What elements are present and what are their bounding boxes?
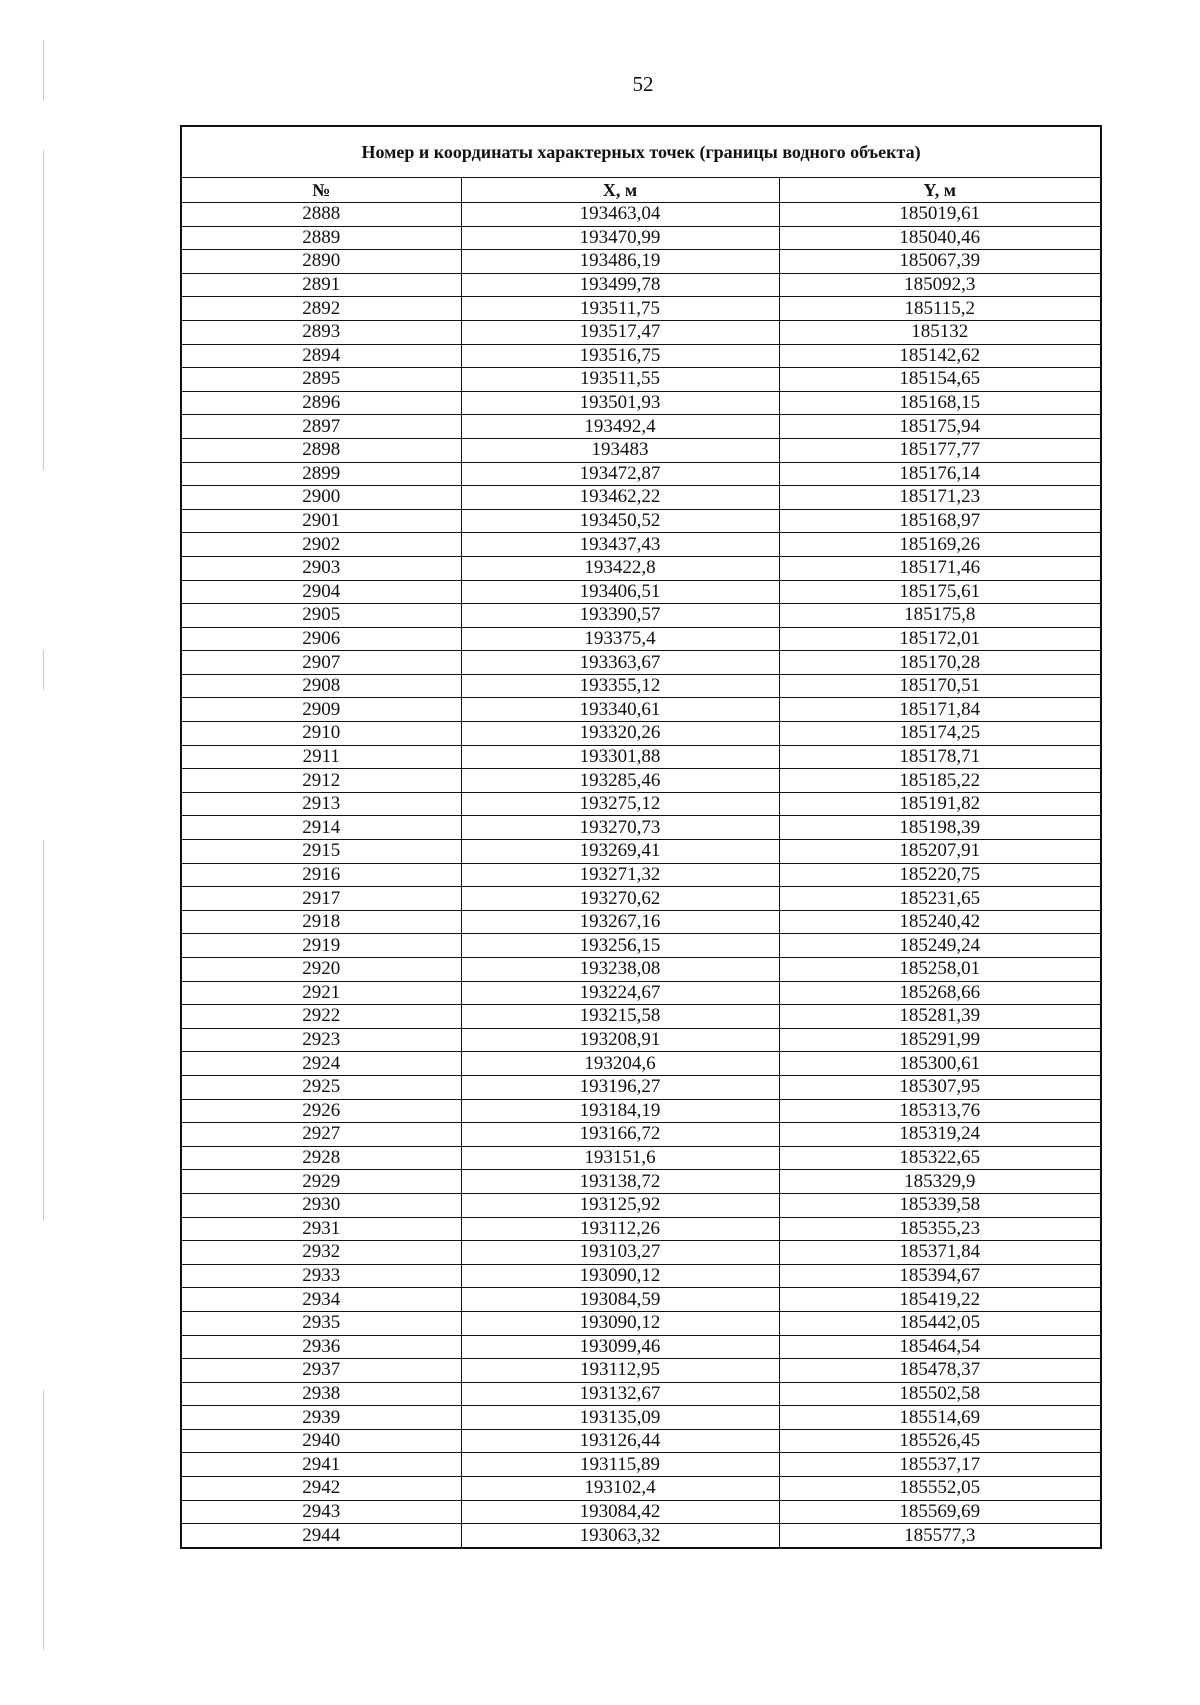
y-coordinate-cell: 185207,91 [779,840,1101,864]
y-coordinate-cell: 185174,25 [779,722,1101,746]
x-coordinate-cell: 193501,93 [461,391,779,415]
y-coordinate-cell: 185198,39 [779,816,1101,840]
x-coordinate-cell: 193102,4 [461,1477,779,1501]
x-coordinate-cell: 193390,57 [461,604,779,628]
point-number-cell: 2933 [181,1264,461,1288]
y-coordinate-cell: 185577,3 [779,1524,1101,1548]
point-number-cell: 2920 [181,958,461,982]
x-coordinate-cell: 193320,26 [461,722,779,746]
y-coordinate-cell: 185067,39 [779,250,1101,274]
table-row [181,1052,1101,1076]
point-number-cell: 2908 [181,674,461,698]
y-coordinate-cell: 185170,28 [779,651,1101,675]
y-coordinate-cell: 185142,62 [779,344,1101,368]
point-number-cell: 2944 [181,1524,461,1548]
y-coordinate-cell: 185171,23 [779,486,1101,510]
point-number-cell: 2930 [181,1193,461,1217]
table-row [181,533,1101,557]
point-number-cell: 2907 [181,651,461,675]
y-coordinate-cell: 185175,94 [779,415,1101,439]
table-row [181,1524,1101,1548]
point-number-cell: 2905 [181,604,461,628]
table-row [181,981,1101,1005]
point-number-cell: 2929 [181,1170,461,1194]
y-coordinate-cell: 185313,76 [779,1099,1101,1123]
table-row [181,1075,1101,1099]
x-coordinate-cell: 193270,73 [461,816,779,840]
coordinates-table [180,125,1102,1549]
table-row [181,1382,1101,1406]
table-row [181,887,1101,911]
table-row [181,958,1101,982]
y-coordinate-cell: 185371,84 [779,1241,1101,1265]
point-number-cell: 2889 [181,226,461,250]
x-coordinate-cell: 193099,46 [461,1335,779,1359]
point-number-cell: 2900 [181,486,461,510]
table-row [181,1099,1101,1123]
table-row [181,627,1101,651]
table-row [181,816,1101,840]
point-number-cell: 2917 [181,887,461,911]
point-number-cell: 2925 [181,1075,461,1099]
column-header-x: X, м [461,178,779,203]
x-coordinate-cell: 193125,92 [461,1193,779,1217]
x-coordinate-cell: 193275,12 [461,792,779,816]
y-coordinate-cell: 185019,61 [779,203,1101,227]
y-coordinate-cell: 185171,84 [779,698,1101,722]
y-coordinate-cell: 185537,17 [779,1453,1101,1477]
table-row [181,344,1101,368]
x-coordinate-cell: 193463,04 [461,203,779,227]
point-number-cell: 2935 [181,1311,461,1335]
point-number-cell: 2943 [181,1500,461,1524]
point-number-cell: 2910 [181,722,461,746]
x-coordinate-cell: 193238,08 [461,958,779,982]
table-row [181,698,1101,722]
table-row [181,1359,1101,1383]
x-coordinate-cell: 193063,32 [461,1524,779,1548]
y-coordinate-cell: 185419,22 [779,1288,1101,1312]
y-coordinate-cell: 185268,66 [779,981,1101,1005]
point-number-cell: 2923 [181,1028,461,1052]
column-header-number: № [181,178,461,203]
table-row [181,1217,1101,1241]
table-body [181,203,1101,1548]
point-number-cell: 2894 [181,344,461,368]
x-coordinate-cell: 193084,42 [461,1500,779,1524]
y-coordinate-cell: 185355,23 [779,1217,1101,1241]
x-coordinate-cell: 193115,89 [461,1453,779,1477]
point-number-cell: 2932 [181,1241,461,1265]
table-row [181,674,1101,698]
table-row [181,863,1101,887]
y-coordinate-cell: 185172,01 [779,627,1101,651]
y-coordinate-cell: 185319,24 [779,1123,1101,1147]
y-coordinate-cell: 185258,01 [779,958,1101,982]
table-row [181,792,1101,816]
x-coordinate-cell: 193517,47 [461,320,779,344]
point-number-cell: 2904 [181,580,461,604]
point-number-cell: 2919 [181,934,461,958]
point-number-cell: 2893 [181,320,461,344]
table-row [181,769,1101,793]
y-coordinate-cell: 185175,61 [779,580,1101,604]
table-row [181,415,1101,439]
table-row [181,273,1101,297]
point-number-cell: 2931 [181,1217,461,1241]
point-number-cell: 2928 [181,1146,461,1170]
x-coordinate-cell: 193375,4 [461,627,779,651]
table-row [181,556,1101,580]
table-row [181,297,1101,321]
x-coordinate-cell: 193126,44 [461,1429,779,1453]
scan-artifact-line [43,650,44,690]
point-number-cell: 2891 [181,273,461,297]
x-coordinate-cell: 193269,41 [461,840,779,864]
x-coordinate-cell: 193340,61 [461,698,779,722]
y-coordinate-cell: 185132 [779,320,1101,344]
x-coordinate-cell: 193112,26 [461,1217,779,1241]
scan-artifact-line [43,150,44,470]
point-number-cell: 2940 [181,1429,461,1453]
point-number-cell: 2901 [181,509,461,533]
x-coordinate-cell: 193135,09 [461,1406,779,1430]
x-coordinate-cell: 193084,59 [461,1288,779,1312]
y-coordinate-cell: 185526,45 [779,1429,1101,1453]
x-coordinate-cell: 193267,16 [461,910,779,934]
y-coordinate-cell: 185307,95 [779,1075,1101,1099]
y-coordinate-cell: 185329,9 [779,1170,1101,1194]
y-coordinate-cell: 185442,05 [779,1311,1101,1335]
table-row [181,391,1101,415]
point-number-cell: 2890 [181,250,461,274]
point-number-cell: 2942 [181,1477,461,1501]
x-coordinate-cell: 193301,88 [461,745,779,769]
y-coordinate-cell: 185220,75 [779,863,1101,887]
x-coordinate-cell: 193470,99 [461,226,779,250]
point-number-cell: 2909 [181,698,461,722]
table-row [181,1193,1101,1217]
table-row [181,604,1101,628]
table-row [181,320,1101,344]
x-coordinate-cell: 193271,32 [461,863,779,887]
point-number-cell: 2916 [181,863,461,887]
y-coordinate-cell: 185240,42 [779,910,1101,934]
table-row [181,462,1101,486]
y-coordinate-cell: 185169,26 [779,533,1101,557]
y-coordinate-cell: 185502,58 [779,1382,1101,1406]
table-row [181,1264,1101,1288]
point-number-cell: 2912 [181,769,461,793]
point-number-cell: 2922 [181,1005,461,1029]
x-coordinate-cell: 193499,78 [461,273,779,297]
table-header-row [181,178,1101,203]
point-number-cell: 2896 [181,391,461,415]
x-coordinate-cell: 193166,72 [461,1123,779,1147]
y-coordinate-cell: 185322,65 [779,1146,1101,1170]
x-coordinate-cell: 193215,58 [461,1005,779,1029]
y-coordinate-cell: 185552,05 [779,1477,1101,1501]
x-coordinate-cell: 193184,19 [461,1099,779,1123]
y-coordinate-cell: 185464,54 [779,1335,1101,1359]
y-coordinate-cell: 185231,65 [779,887,1101,911]
x-coordinate-cell: 193112,95 [461,1359,779,1383]
point-number-cell: 2939 [181,1406,461,1430]
table-row [181,910,1101,934]
table-row [181,509,1101,533]
point-number-cell: 2911 [181,745,461,769]
x-coordinate-cell: 193355,12 [461,674,779,698]
y-coordinate-cell: 185176,14 [779,462,1101,486]
point-number-cell: 2913 [181,792,461,816]
point-number-cell: 2892 [181,297,461,321]
y-coordinate-cell: 185040,46 [779,226,1101,250]
y-coordinate-cell: 185478,37 [779,1359,1101,1383]
table-row [181,722,1101,746]
point-number-cell: 2941 [181,1453,461,1477]
x-coordinate-cell: 193132,67 [461,1382,779,1406]
point-number-cell: 2898 [181,438,461,462]
table-row [181,1005,1101,1029]
y-coordinate-cell: 185092,3 [779,273,1101,297]
y-coordinate-cell: 185300,61 [779,1052,1101,1076]
x-coordinate-cell: 193406,51 [461,580,779,604]
point-number-cell: 2934 [181,1288,461,1312]
point-number-cell: 2897 [181,415,461,439]
point-number-cell: 2895 [181,368,461,392]
x-coordinate-cell: 193511,75 [461,297,779,321]
x-coordinate-cell: 193437,43 [461,533,779,557]
point-number-cell: 2903 [181,556,461,580]
table-row [181,226,1101,250]
point-number-cell: 2921 [181,981,461,1005]
x-coordinate-cell: 193138,72 [461,1170,779,1194]
table-row [181,438,1101,462]
y-coordinate-cell: 185168,97 [779,509,1101,533]
y-coordinate-cell: 185514,69 [779,1406,1101,1430]
x-coordinate-cell: 193516,75 [461,344,779,368]
table-row [181,840,1101,864]
table-row [181,1241,1101,1265]
y-coordinate-cell: 185569,69 [779,1500,1101,1524]
x-coordinate-cell: 193224,67 [461,981,779,1005]
point-number-cell: 2926 [181,1099,461,1123]
point-number-cell: 2924 [181,1052,461,1076]
point-number-cell: 2915 [181,840,461,864]
point-number-cell: 2902 [181,533,461,557]
table-row [181,1311,1101,1335]
table-row [181,1453,1101,1477]
y-coordinate-cell: 185115,2 [779,297,1101,321]
table-row [181,651,1101,675]
scan-artifact-line [43,1390,44,1650]
y-coordinate-cell: 185191,82 [779,792,1101,816]
table-row [181,203,1101,227]
table-row [181,1146,1101,1170]
x-coordinate-cell: 193196,27 [461,1075,779,1099]
y-coordinate-cell: 185175,8 [779,604,1101,628]
y-coordinate-cell: 185170,51 [779,674,1101,698]
x-coordinate-cell: 193492,4 [461,415,779,439]
point-number-cell: 2918 [181,910,461,934]
x-coordinate-cell: 193462,22 [461,486,779,510]
table-row [181,1406,1101,1430]
point-number-cell: 2936 [181,1335,461,1359]
table-row [181,1477,1101,1501]
table-row [181,745,1101,769]
x-coordinate-cell: 193090,12 [461,1311,779,1335]
table-caption: Номер и координаты характерных точек (границы водного объекта) [181,126,1101,178]
y-coordinate-cell: 185171,46 [779,556,1101,580]
table-row [181,1335,1101,1359]
table-row [181,250,1101,274]
table-row [181,1123,1101,1147]
column-header-y: Y, м [779,178,1101,203]
point-number-cell: 2888 [181,203,461,227]
x-coordinate-cell: 193450,52 [461,509,779,533]
x-coordinate-cell: 193511,55 [461,368,779,392]
x-coordinate-cell: 193483 [461,438,779,462]
x-coordinate-cell: 193204,6 [461,1052,779,1076]
y-coordinate-cell: 185291,99 [779,1028,1101,1052]
point-number-cell: 2906 [181,627,461,651]
y-coordinate-cell: 185168,15 [779,391,1101,415]
x-coordinate-cell: 193151,6 [461,1146,779,1170]
point-number-cell: 2937 [181,1359,461,1383]
table-row [181,1288,1101,1312]
x-coordinate-cell: 193285,46 [461,769,779,793]
table-row [181,368,1101,392]
y-coordinate-cell: 185394,67 [779,1264,1101,1288]
point-number-cell: 2899 [181,462,461,486]
y-coordinate-cell: 185178,71 [779,745,1101,769]
point-number-cell: 2914 [181,816,461,840]
y-coordinate-cell: 185339,58 [779,1193,1101,1217]
page-number: 52 [632,72,654,96]
table-row [181,1500,1101,1524]
x-coordinate-cell: 193363,67 [461,651,779,675]
scan-artifact-line [43,840,44,1220]
x-coordinate-cell: 193103,27 [461,1241,779,1265]
table-row [181,580,1101,604]
x-coordinate-cell: 193422,8 [461,556,779,580]
y-coordinate-cell: 185177,77 [779,438,1101,462]
x-coordinate-cell: 193472,87 [461,462,779,486]
x-coordinate-cell: 193208,91 [461,1028,779,1052]
table-row [181,1170,1101,1194]
x-coordinate-cell: 193090,12 [461,1264,779,1288]
point-number-cell: 2927 [181,1123,461,1147]
y-coordinate-cell: 185154,65 [779,368,1101,392]
y-coordinate-cell: 185249,24 [779,934,1101,958]
x-coordinate-cell: 193486,19 [461,250,779,274]
table-row [181,1429,1101,1453]
x-coordinate-cell: 193270,62 [461,887,779,911]
point-number-cell: 2938 [181,1382,461,1406]
y-coordinate-cell: 185281,39 [779,1005,1101,1029]
table-row [181,934,1101,958]
x-coordinate-cell: 193256,15 [461,934,779,958]
y-coordinate-cell: 185185,22 [779,769,1101,793]
table-row [181,486,1101,510]
table-row [181,1028,1101,1052]
